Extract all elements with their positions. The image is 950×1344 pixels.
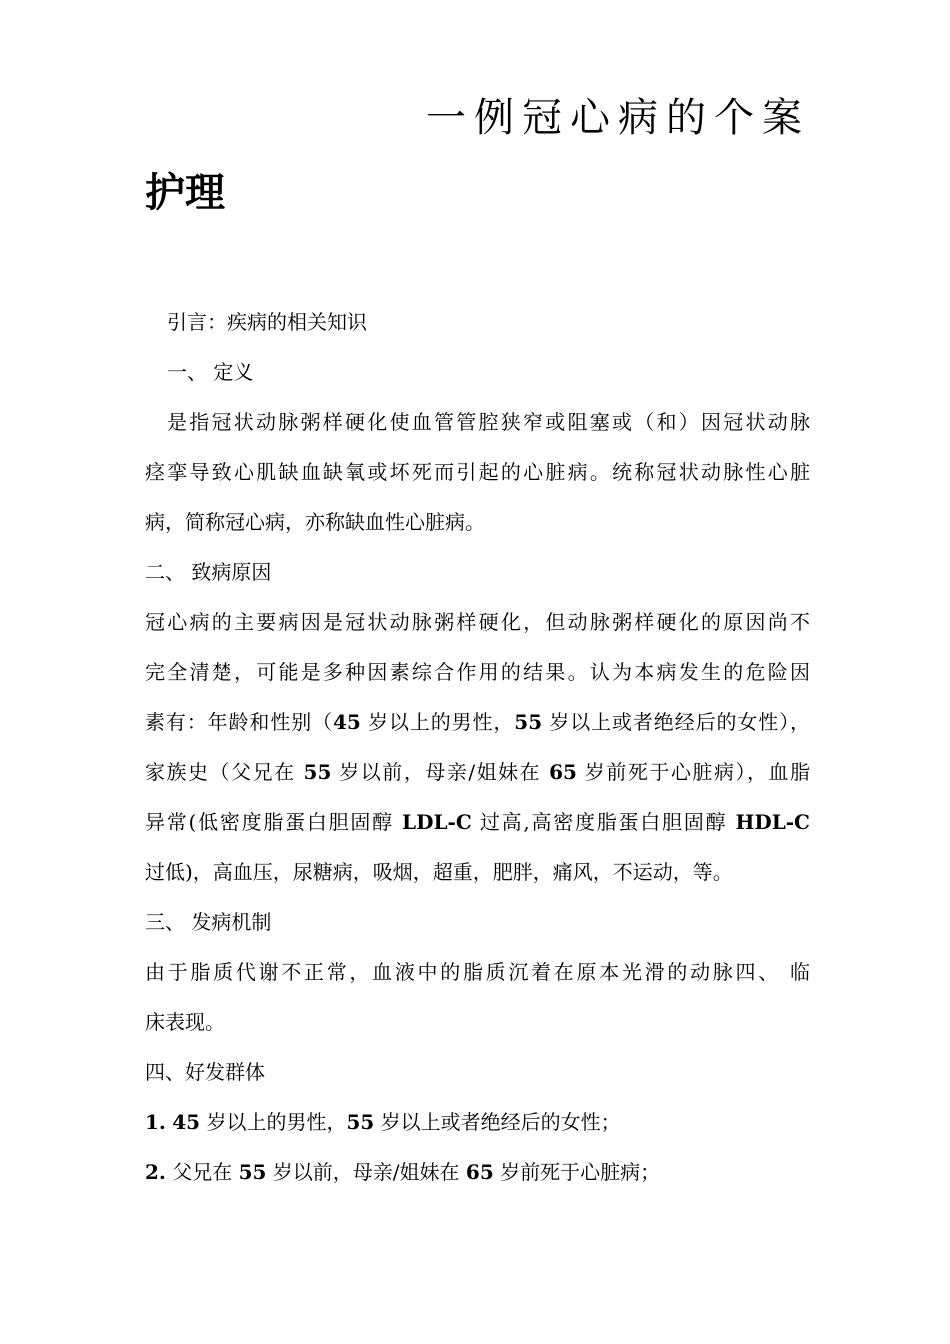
document-body bbox=[145, 297, 810, 1197]
latin-run: 55 bbox=[514, 710, 543, 734]
latin-run: 1. bbox=[145, 1110, 166, 1134]
latin-run: 45 bbox=[332, 710, 361, 734]
paragraph-line: 完全清楚，可能是多种因素综合作用的结果。认为本病发生的危险因 bbox=[145, 660, 810, 684]
latin-run: 65 bbox=[549, 760, 577, 784]
latin-run: 55 bbox=[238, 1160, 267, 1184]
document-title-line-1: 一例冠心病的个案 bbox=[426, 95, 810, 141]
intro-heading: 引言：疾病的相关知识 bbox=[167, 310, 367, 334]
latin-run: 55 bbox=[303, 760, 332, 784]
paragraph-line: 病，简称冠心病，亦称缺血性心脏病。 bbox=[145, 510, 485, 534]
latin-run: 2. bbox=[145, 1160, 166, 1184]
paragraph-line: 家族史（父兄在 55 岁以前，母亲/姐妹在 65 岁前死于心脏病），血脂 bbox=[145, 760, 810, 784]
section-heading-risk-groups: 四、好发群体 bbox=[145, 1060, 265, 1084]
latin-run: HDL-C bbox=[735, 810, 810, 834]
paragraph-line: 过低)，高血压，尿糖病，吸烟，超重，肥胖，痛风，不运动，等。 bbox=[145, 860, 733, 884]
latin-run: 45 bbox=[172, 1110, 201, 1134]
paragraph-line: 是指冠状动脉粥样硬化使血管管腔狭窄或阻塞或（和）因冠状动脉 bbox=[167, 410, 810, 434]
section-heading-mechanism: 三、 发病机制 bbox=[145, 910, 272, 934]
paragraph-line: 由于脂质代谢不正常，血液中的脂质沉着在原本光滑的动脉四、 临 bbox=[145, 960, 810, 984]
latin-run: LDL-C bbox=[402, 810, 472, 834]
paragraph-line: 床表现。 bbox=[145, 1010, 225, 1034]
document-title-line-2: 护理 bbox=[145, 169, 225, 216]
paragraph-line: 素有：年龄和性别（45 岁以上的男性，55 岁以上或者绝经后的女性）， bbox=[145, 710, 810, 734]
latin-run: 65 bbox=[465, 1160, 494, 1184]
section-heading-definition: 一、 定义 bbox=[167, 360, 254, 384]
list-item: 1. 45 岁以上的男性，55 岁以上或者绝经后的女性； bbox=[145, 1110, 621, 1134]
paragraph-line: 异常(低密度脂蛋白胆固醇 LDL-C 过高,高密度脂蛋白胆固醇 HDL-C bbox=[145, 810, 810, 834]
section-heading-cause: 二、 致病原因 bbox=[145, 560, 272, 584]
latin-run: 55 bbox=[346, 1110, 375, 1134]
paragraph-line: 痉挛导致心肌缺血缺氧或坏死而引起的心脏病。统称冠状动脉性心脏 bbox=[145, 460, 810, 484]
list-item: 2. 父兄在 55 岁以前，母亲/姐妹在 65 岁前死于心脏病； bbox=[145, 1160, 661, 1184]
paragraph-line: 冠心病的主要病因是冠状动脉粥样硬化，但动脉粥样硬化的原因尚不 bbox=[145, 610, 810, 634]
